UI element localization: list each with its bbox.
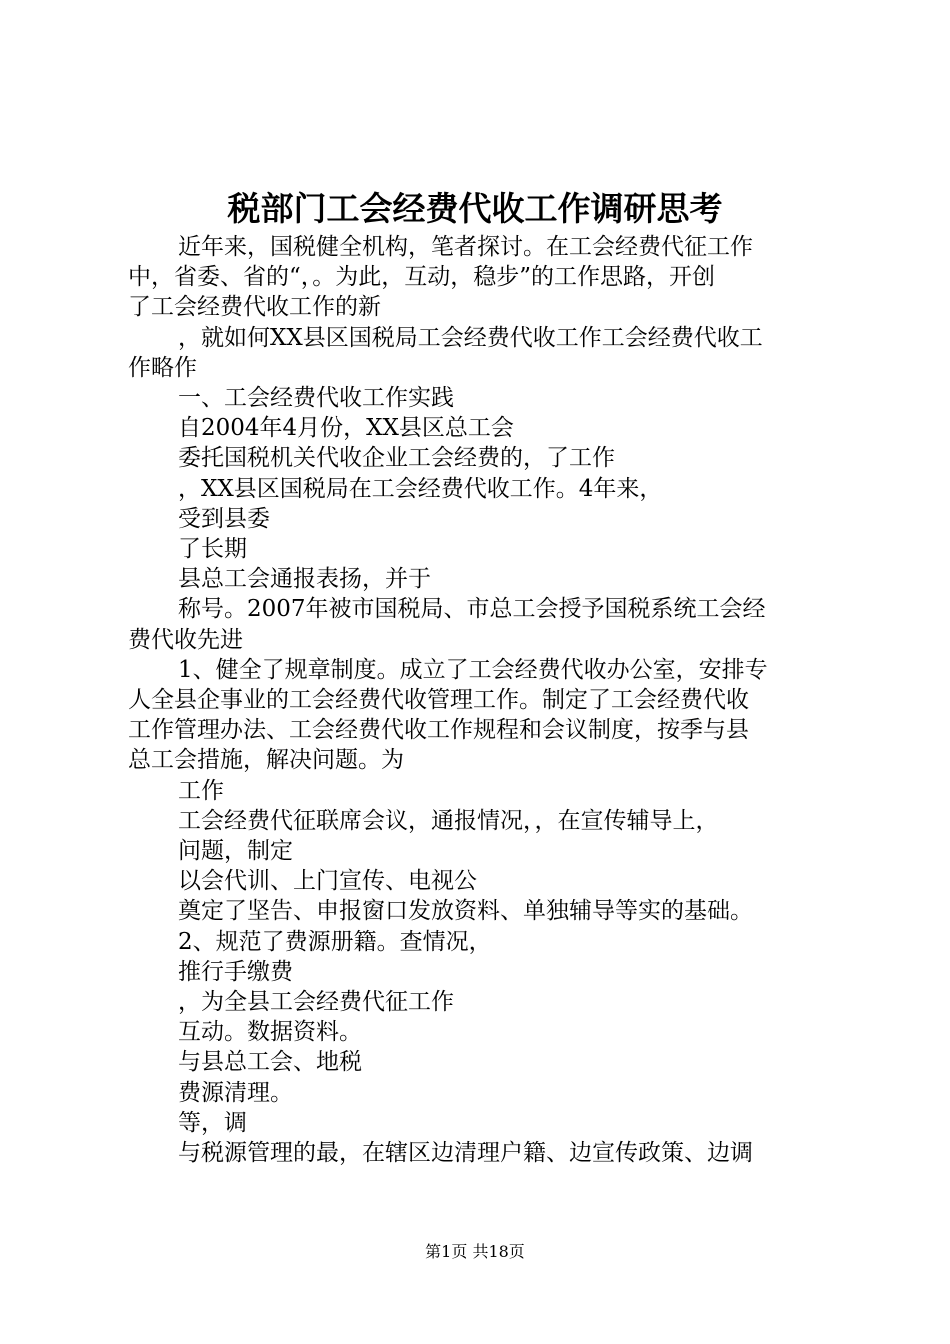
text-line: 一、工会经费代收工作实践 [178,385,454,412]
text-line: ，就如何XX县区国税局工会经费代收工作工会经费代收工 [178,324,763,351]
text-line: 费源清理。 [178,1079,293,1106]
page-footer: 第1页 共18页 [425,1242,525,1261]
text-line: 工作管理办法、工会经费代收工作规程和会议制度，按季与县 [128,717,749,744]
paragraph [128,776,830,806]
paragraph [128,564,830,594]
text-line: 互动。数据资料。 [178,1019,362,1046]
text-line: 了长期 [178,536,247,563]
text-line: 2、规范了费源册籍。查情况， [178,928,492,955]
paragraph [128,866,830,896]
text-line: ，XX县区国税局在工会经费代收工作。4年来， [178,475,663,502]
paragraph [128,1078,830,1108]
text-line: 与县总工会、地税 [178,1049,362,1076]
text-line: 以会代训、上门宣传、电视公 [178,868,477,895]
paragraph [128,413,830,443]
text-line: 作略作 [128,354,197,381]
paragraph [128,232,830,323]
text-line: 费代收先进 [128,626,243,653]
text-line: 工会经费代征联席会议，通报情况，，在宣传辅导上， [178,807,719,834]
text-line: 推行手缴费 [178,958,293,985]
paragraph [128,957,830,987]
text-line: 问题，制定 [178,838,293,865]
paragraph [128,896,830,926]
text-line: 自2004年4月份，XX县区总工会 [178,415,514,442]
paragraph [128,836,830,866]
text-line: 工作 [178,777,224,804]
text-line: 与税源管理的最，在辖区边清理户籍、边宣传政策、边调 [178,1140,753,1167]
document-title: 税部门工会经费代收工作调研思考 [227,189,723,228]
text-line: 人全县企事业的工会经费代收管理工作。制定了工会经费代收 [128,687,749,714]
text-line: 1、健全了规章制度。成立了工会经费代收办公室，安排专 [178,656,768,683]
text-line: 了工会经费代收工作的新 [128,294,381,321]
paragraph [128,1017,830,1047]
text-line: 总工会措施，解决问题。为 [128,747,404,774]
paragraph [128,1108,830,1138]
text-line: 县总工会通报表扬，并于 [178,566,431,593]
paragraph [128,806,830,836]
paragraph [128,383,830,413]
text-line: 近年来，国税健全机构，笔者探讨。在工会经费代征工作 [178,234,753,260]
paragraph [128,504,830,534]
text-line: 等，调 [178,1109,247,1136]
text-line: ，为全县工会经费代征工作 [178,989,454,1016]
paragraph [128,987,830,1017]
text-line: 中，省委、省的“，。为此，互动，稳步”的工作思路，开创 [128,264,716,291]
text-line: 称号。2007年被市国税局、市总工会授予国税系统工会经 [178,596,766,623]
paragraph [128,927,830,957]
text-line: 受到县委 [178,505,270,532]
paragraph [128,1138,830,1168]
paragraph [128,1047,830,1077]
text-line: 奠定了坚告、申报窗口发放资料、单独辅导等实的基础。 [178,898,753,925]
paragraph [128,443,830,473]
document-body [128,232,830,1168]
paragraph [128,323,830,383]
paragraph [128,655,830,776]
paragraph [128,534,830,564]
paragraph [128,594,830,654]
text-line: 委托国税机关代收企业工会经费的，了工作 [178,445,615,472]
paragraph [128,474,830,504]
